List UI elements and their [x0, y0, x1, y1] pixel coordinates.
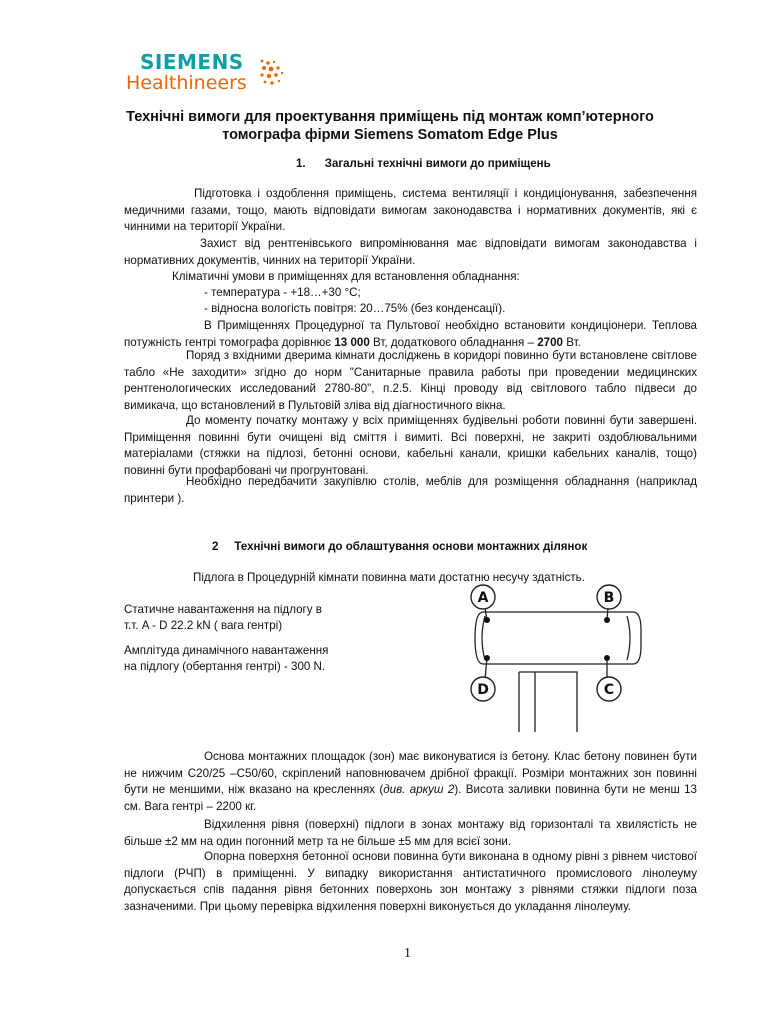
section-1-title: Загальні технічні вимоги до приміщень [324, 158, 551, 170]
logo-dots-icon [258, 58, 284, 88]
paragraph-warning-light: Поряд з вхідними дверима кімнати досліджень в коридорі повинно бути встановлене світлове табло «Не заходити» згідно до норм "Санитарные правила работы при проведении медицинских рентгенологических исследований 2780-80", п.2.5. Кінці проводу від світлового табло підвеси до вимикача, що встановлений в Пультовій зліва від діагностичного вікна. [124, 349, 697, 412]
label-b: B [603, 590, 615, 606]
label-d: D [477, 682, 489, 698]
load-point-d [484, 655, 490, 661]
dynamic-load-line-2: на підлогу (обертання гентрі) - 300 N. [124, 660, 326, 673]
section-2-title: Технічні вимоги до облаштування основи монтажних ділянок [234, 541, 588, 553]
logo-siemens-text: SIEMENS [140, 50, 244, 74]
section-1-heading [296, 158, 551, 170]
label-a: A [477, 590, 489, 606]
extra-equipment-heat-value: 2700 [537, 335, 564, 349]
gantry-heat-value: 13 000 [334, 335, 370, 349]
section-1-number: 1. [296, 158, 306, 170]
static-load-line-2: т.т. A - D 22.2 kN ( вага гентрі) [124, 619, 283, 632]
ac-text-1: В Приміщеннях Процедурної та Пультової необхідно встановити кондиціонери. Теплова потужність гентрі томографа дорівнює [124, 319, 697, 349]
concrete-text-2: ). Висота заливки повинна бути не менш 13 см. Вага гентрі – 2200 кг. [124, 783, 697, 813]
paragraph-radiation-protection: Захист від рентгенівського випромінювання має відповідати вимогам законодавства і нормативних документів, чинних на території України. [124, 237, 697, 267]
section-2-number: 2 [212, 541, 219, 553]
paragraph-furniture: Необхідно передбачити закупівлю столів, меблів для розміщення обладнання (наприклад принтери ). [124, 475, 697, 505]
climate-temperature: - температура - +18…+30 °С; [204, 286, 361, 299]
sheet-reference: див. аркуш 2 [383, 783, 455, 797]
document-title: Технічні вимоги для проектування приміщень під монтаж комп’ютерного томографа фірми Siemens Somatom Edge Plus [126, 109, 654, 143]
climate-humidity: - відносна вологість повітря: 20…75% (без конденсації). [204, 302, 506, 315]
page-number: 1 [404, 946, 411, 961]
paragraph-concrete-base [124, 749, 697, 815]
ac-text-2: Вт, додаткового обладнання – [369, 335, 538, 349]
gantry-outline [475, 612, 641, 664]
paragraph-construction-complete: До моменту початку монтажу у всіх приміщеннях будівельні роботи повинні бути завершені. Приміщення повинні бути очищені від сміття і вимиті. Всі поверхні, не закриті оздоблювальними матеріалами (стяжки на підлозі, бетонні основи, кабельні канали, кришки кабельних каналів, тощо) повинні бути профарбовані чи прогрунтовані. [124, 414, 697, 477]
patient-table [519, 672, 577, 732]
paragraph-air-conditioning [124, 318, 697, 351]
logo-healthineers-text: Healthineers [126, 72, 247, 94]
section-2-heading [212, 541, 587, 553]
gantry-load-points-diagram [455, 582, 645, 742]
paragraph-support-surface: Опорна поверхня бетонної основи повинна бути виконана в одному рівні з рівнем чистової підлоги (РЧП) в приміщенні. У випадку використання антистатичного промислового лінолеуму допускається спів падання рівня бетонних поверхонь зон монтажу з рівнями стяжки підлоги поза зазначеними. При цьому перевірка відхилення поверхні виконується до укладання лінолеуму. [124, 850, 697, 913]
dynamic-load-line-1: Амплітуда динамічного навантаження [124, 644, 329, 657]
paragraph-preparation: Підготовка і оздоблення приміщень, система вентиляції і кондиціонування, забезпечення медичними газами, тощо, мають відповідати вимогам законодавства і нормативних документів, які є чинними на території України. [124, 187, 697, 234]
ac-text-3: Вт. [563, 335, 581, 349]
load-point-b [604, 617, 610, 623]
concrete-text-1: Основа монтажних площадок (зон) має виконуватися із бетону. Клас бетону повинен бути не нижчим С20/25 –С50/60, скріплений наповнювачем дрібної фракції. Розміри монтажних зон повинні бути не меншими, ніж вказано на кресленнях ( [124, 750, 697, 797]
static-load-line-1: Статичне навантаження на підлогу в [124, 603, 322, 616]
climate-intro: Кліматичні умови в приміщеннях для встановлення обладнання: [172, 270, 520, 283]
paragraph-floor-deviation: Відхилення рівня (поверхні) підлоги в зонах монтажу від горизонталі та хвилястість не більше ±2 мм на один погонний метр та не більше ±5 мм для всієї зони. [124, 818, 697, 848]
load-point-a [484, 617, 490, 623]
label-c: C [603, 682, 615, 698]
load-point-c [604, 655, 610, 661]
floor-capacity-text: Підлога в Процедурній кімнати повинна мати достатню несучу здатність. [193, 571, 585, 584]
siemens-healthineers-logo [126, 52, 247, 93]
